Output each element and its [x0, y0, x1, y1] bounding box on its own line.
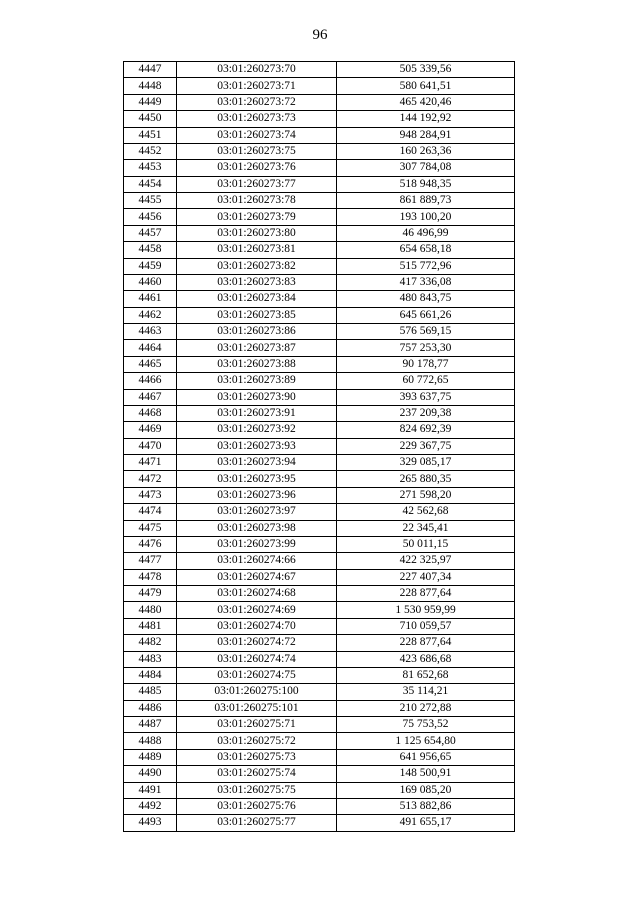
cadastral-number-cell: 03:01:260274:67 [177, 569, 337, 585]
value-cell: 35 114,21 [337, 684, 515, 700]
value-cell: 227 407,34 [337, 569, 515, 585]
row-number-cell: 4492 [124, 798, 177, 814]
row-number-cell: 4452 [124, 143, 177, 159]
value-cell: 505 339,56 [337, 62, 515, 78]
table-row [124, 520, 515, 536]
value-cell: 22 345,41 [337, 520, 515, 536]
table-row [124, 766, 515, 782]
value-cell: 265 880,35 [337, 471, 515, 487]
table-row [124, 569, 515, 585]
cadastral-number-cell: 03:01:260273:77 [177, 176, 337, 192]
table-row [124, 356, 515, 372]
table-row [124, 815, 515, 831]
cadastral-number-cell: 03:01:260273:86 [177, 324, 337, 340]
value-cell: 90 178,77 [337, 356, 515, 372]
table-row [124, 586, 515, 602]
value-cell: 75 753,52 [337, 717, 515, 733]
cadastral-number-cell: 03:01:260275:74 [177, 766, 337, 782]
cadastral-number-cell: 03:01:260273:72 [177, 94, 337, 110]
cadastral-number-cell: 03:01:260275:77 [177, 815, 337, 831]
cadastral-number-cell: 03:01:260273:82 [177, 258, 337, 274]
cadastral-number-cell: 03:01:260273:80 [177, 225, 337, 241]
cadastral-number-cell: 03:01:260273:78 [177, 193, 337, 209]
row-number-cell: 4453 [124, 160, 177, 176]
value-cell: 329 085,17 [337, 455, 515, 471]
row-number-cell: 4490 [124, 766, 177, 782]
cadastral-number-cell: 03:01:260273:75 [177, 143, 337, 159]
cadastral-number-cell: 03:01:260273:98 [177, 520, 337, 536]
cadastral-number-cell: 03:01:260273:93 [177, 438, 337, 454]
row-number-cell: 4458 [124, 242, 177, 258]
table-row [124, 78, 515, 94]
table-row [124, 782, 515, 798]
page-number: 96 [312, 27, 328, 43]
table-row [124, 438, 515, 454]
cadastral-number-cell: 03:01:260273:91 [177, 405, 337, 421]
table-row [124, 160, 515, 176]
row-number-cell: 4448 [124, 78, 177, 94]
table-row [124, 324, 515, 340]
cadastral-number-cell: 03:01:260274:69 [177, 602, 337, 618]
row-number-cell: 4469 [124, 422, 177, 438]
row-number-cell: 4460 [124, 274, 177, 290]
row-number-cell: 4467 [124, 389, 177, 405]
cadastral-number-cell: 03:01:260275:72 [177, 733, 337, 749]
row-number-cell: 4486 [124, 700, 177, 716]
row-number-cell: 4466 [124, 373, 177, 389]
table-row [124, 340, 515, 356]
row-number-cell: 4455 [124, 193, 177, 209]
row-number-cell: 4464 [124, 340, 177, 356]
row-number-cell: 4471 [124, 455, 177, 471]
row-number-cell: 4489 [124, 749, 177, 765]
value-cell: 824 692,39 [337, 422, 515, 438]
value-cell: 641 956,65 [337, 749, 515, 765]
cadastral-number-cell: 03:01:260273:96 [177, 487, 337, 503]
cadastral-number-cell: 03:01:260274:70 [177, 618, 337, 634]
cadastral-number-cell: 03:01:260273:79 [177, 209, 337, 225]
table-row [124, 717, 515, 733]
cadastral-number-cell: 03:01:260275:76 [177, 798, 337, 814]
cadastral-number-cell: 03:01:260273:88 [177, 356, 337, 372]
row-number-cell: 4470 [124, 438, 177, 454]
table-row [124, 553, 515, 569]
table-row [124, 733, 515, 749]
row-number-cell: 4484 [124, 667, 177, 683]
value-cell: 465 420,46 [337, 94, 515, 110]
table-row [124, 405, 515, 421]
row-number-cell: 4461 [124, 291, 177, 307]
row-number-cell: 4462 [124, 307, 177, 323]
cadastral-number-cell: 03:01:260273:73 [177, 111, 337, 127]
table-row [124, 193, 515, 209]
cadastral-number-cell: 03:01:260273:87 [177, 340, 337, 356]
table-row [124, 209, 515, 225]
value-cell: 160 263,36 [337, 143, 515, 159]
row-number-cell: 4457 [124, 225, 177, 241]
cadastral-number-cell: 03:01:260273:76 [177, 160, 337, 176]
cadastral-number-cell: 03:01:260275:100 [177, 684, 337, 700]
row-number-cell: 4476 [124, 536, 177, 552]
value-cell: 645 661,26 [337, 307, 515, 323]
value-cell: 307 784,08 [337, 160, 515, 176]
table-row [124, 127, 515, 143]
cadastral-number-cell: 03:01:260273:90 [177, 389, 337, 405]
row-number-cell: 4459 [124, 258, 177, 274]
cadastral-number-cell: 03:01:260273:92 [177, 422, 337, 438]
row-number-cell: 4447 [124, 62, 177, 78]
cadastral-number-cell: 03:01:260273:83 [177, 274, 337, 290]
cadastral-number-cell: 03:01:260273:84 [177, 291, 337, 307]
value-cell: 148 500,91 [337, 766, 515, 782]
row-number-cell: 4479 [124, 586, 177, 602]
value-cell: 423 686,68 [337, 651, 515, 667]
value-cell: 518 948,35 [337, 176, 515, 192]
value-cell: 228 877,64 [337, 586, 515, 602]
table-row [124, 635, 515, 651]
table-row [124, 62, 515, 78]
row-number-cell: 4480 [124, 602, 177, 618]
value-cell: 50 011,15 [337, 536, 515, 552]
cadastral-number-cell: 03:01:260273:99 [177, 536, 337, 552]
row-number-cell: 4477 [124, 553, 177, 569]
table-row [124, 291, 515, 307]
row-number-cell: 4491 [124, 782, 177, 798]
table-row [124, 242, 515, 258]
row-number-cell: 4454 [124, 176, 177, 192]
cadastral-number-cell: 03:01:260275:73 [177, 749, 337, 765]
row-number-cell: 4487 [124, 717, 177, 733]
table-row [124, 389, 515, 405]
row-number-cell: 4451 [124, 127, 177, 143]
row-number-cell: 4483 [124, 651, 177, 667]
row-number-cell: 4472 [124, 471, 177, 487]
cadastral-number-cell: 03:01:260273:85 [177, 307, 337, 323]
value-cell: 480 843,75 [337, 291, 515, 307]
value-cell: 237 209,38 [337, 405, 515, 421]
table-row [124, 422, 515, 438]
value-cell: 948 284,91 [337, 127, 515, 143]
row-number-cell: 4493 [124, 815, 177, 831]
table-row [124, 225, 515, 241]
row-number-cell: 4456 [124, 209, 177, 225]
row-number-cell: 4475 [124, 520, 177, 536]
cadastral-number-cell: 03:01:260274:72 [177, 635, 337, 651]
table-row [124, 798, 515, 814]
row-number-cell: 4468 [124, 405, 177, 421]
table-row [124, 111, 515, 127]
value-cell: 81 652,68 [337, 667, 515, 683]
row-number-cell: 4449 [124, 94, 177, 110]
table-row [124, 651, 515, 667]
table-row [124, 602, 515, 618]
cadastral-number-cell: 03:01:260273:97 [177, 504, 337, 520]
cadastral-number-cell: 03:01:260273:74 [177, 127, 337, 143]
table-row [124, 176, 515, 192]
value-cell: 229 367,75 [337, 438, 515, 454]
row-number-cell: 4473 [124, 487, 177, 503]
value-cell: 42 562,68 [337, 504, 515, 520]
cadastral-number-cell: 03:01:260273:94 [177, 455, 337, 471]
cadastral-number-cell: 03:01:260273:71 [177, 78, 337, 94]
row-number-cell: 4474 [124, 504, 177, 520]
table-row [124, 536, 515, 552]
table-row [124, 471, 515, 487]
value-cell: 271 598,20 [337, 487, 515, 503]
table-row [124, 258, 515, 274]
cadastral-number-cell: 03:01:260274:74 [177, 651, 337, 667]
value-cell: 757 253,30 [337, 340, 515, 356]
row-number-cell: 4465 [124, 356, 177, 372]
value-cell: 393 637,75 [337, 389, 515, 405]
value-cell: 491 655,17 [337, 815, 515, 831]
value-cell: 169 085,20 [337, 782, 515, 798]
value-cell: 576 569,15 [337, 324, 515, 340]
value-cell: 60 772,65 [337, 373, 515, 389]
table-row [124, 618, 515, 634]
value-cell: 654 658,18 [337, 242, 515, 258]
cadastral-number-cell: 03:01:260273:70 [177, 62, 337, 78]
row-number-cell: 4488 [124, 733, 177, 749]
table-row [124, 700, 515, 716]
cadastral-number-cell: 03:01:260275:75 [177, 782, 337, 798]
row-number-cell: 4482 [124, 635, 177, 651]
table-row [124, 143, 515, 159]
cadastral-number-cell: 03:01:260274:68 [177, 586, 337, 602]
table-row [124, 504, 515, 520]
value-cell: 228 877,64 [337, 635, 515, 651]
row-number-cell: 4463 [124, 324, 177, 340]
value-cell: 861 889,73 [337, 193, 515, 209]
table-row [124, 667, 515, 683]
cadastral-number-cell: 03:01:260274:66 [177, 553, 337, 569]
cadastral-number-cell: 03:01:260274:75 [177, 667, 337, 683]
value-cell: 210 272,88 [337, 700, 515, 716]
table-row [124, 94, 515, 110]
table-row [124, 455, 515, 471]
table-row [124, 487, 515, 503]
table-body [124, 62, 515, 832]
value-cell: 515 772,96 [337, 258, 515, 274]
value-cell: 46 496,99 [337, 225, 515, 241]
value-cell: 580 641,51 [337, 78, 515, 94]
table-row [124, 684, 515, 700]
cadastral-value-table [123, 61, 515, 832]
value-cell: 1 125 654,80 [337, 733, 515, 749]
cadastral-number-cell: 03:01:260275:101 [177, 700, 337, 716]
value-cell: 710 059,57 [337, 618, 515, 634]
value-cell: 1 530 959,99 [337, 602, 515, 618]
row-number-cell: 4485 [124, 684, 177, 700]
row-number-cell: 4450 [124, 111, 177, 127]
table-row [124, 373, 515, 389]
table-row [124, 307, 515, 323]
cadastral-number-cell: 03:01:260273:95 [177, 471, 337, 487]
value-cell: 193 100,20 [337, 209, 515, 225]
table-row [124, 274, 515, 290]
row-number-cell: 4481 [124, 618, 177, 634]
row-number-cell: 4478 [124, 569, 177, 585]
value-cell: 422 325,97 [337, 553, 515, 569]
cadastral-number-cell: 03:01:260275:71 [177, 717, 337, 733]
value-cell: 417 336,08 [337, 274, 515, 290]
cadastral-number-cell: 03:01:260273:81 [177, 242, 337, 258]
value-cell: 513 882,86 [337, 798, 515, 814]
cadastral-number-cell: 03:01:260273:89 [177, 373, 337, 389]
value-cell: 144 192,92 [337, 111, 515, 127]
table-row [124, 749, 515, 765]
